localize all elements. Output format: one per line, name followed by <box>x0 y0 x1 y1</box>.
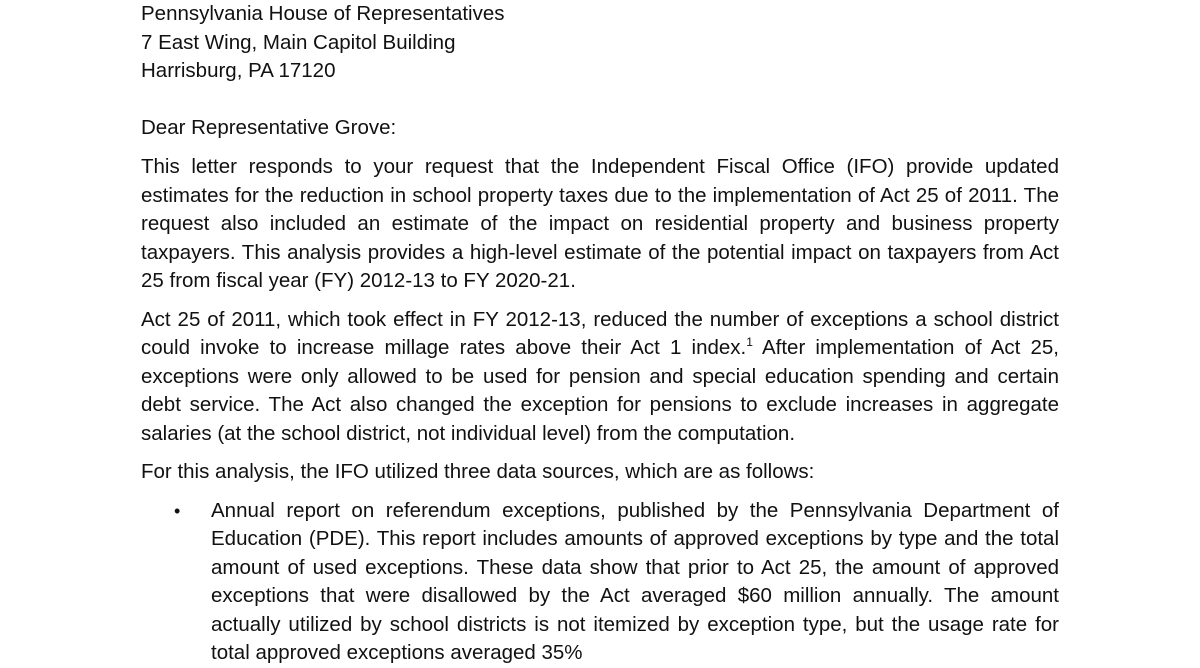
paragraph-act-25 <box>141 306 1059 449</box>
footnote-marker: 1 <box>746 335 753 350</box>
letter-body <box>141 0 1059 668</box>
paragraph-act-25-text-a: Act 25 of 2011, which took effect in FY 2012-13, reduced the number of exceptions a school district could invoke to increase millage rates above their Act 1 index. <box>141 307 1059 359</box>
data-sources-list <box>141 497 1059 668</box>
list-item-text: Annual report on referendum exceptions, published by the Pennsylvania Department of Education (PDE). This report includes amounts of approved exceptions by type and the total amount of used exceptions. These data show that prior to Act 25, the amount of approved exceptions that were disallowed by the Act averaged $60 million annually. The amount actually utilized by school districts is not itemized by exception type, but the usage rate for total approved exceptions averaged 35% <box>211 498 1059 664</box>
paragraph-request: This letter responds to your request that the Independent Fiscal Office (IFO) provide updated estimates for the reduction in school property taxes due to the implementation of Act 25 of 2011. The request also included an estimate of the impact on residential property and business property taxpayers. This analysis provides a high-level estimate of the potential impact on taxpayers from Act 25 from fiscal year (FY) 2012-13 to FY 2020-21. <box>141 155 1059 292</box>
salutation: Dear Representative Grove: <box>141 115 397 139</box>
paragraph-data-sources: For this analysis, the IFO utilized three data sources, which are as follows: <box>141 460 815 483</box>
recipient-address <box>141 0 1059 86</box>
bullet-icon: • <box>174 500 181 521</box>
paragraph-act-25-text-b: After implementation of Act 25, exceptions were only allowed to be used for pension and special education spending and certain debt service. The Act also changed the exception for pensions to exclude increases in aggregate salaries (at the school district, not individual level) from the computation. <box>141 336 1059 445</box>
address-line-3: Harrisburg, PA 17120 <box>141 59 336 82</box>
address-line-2: 7 East Wing, Main Capitol Building <box>141 30 456 54</box>
address-line-1: Pennsylvania House of Representatives <box>141 2 505 25</box>
list-item <box>141 497 1059 668</box>
